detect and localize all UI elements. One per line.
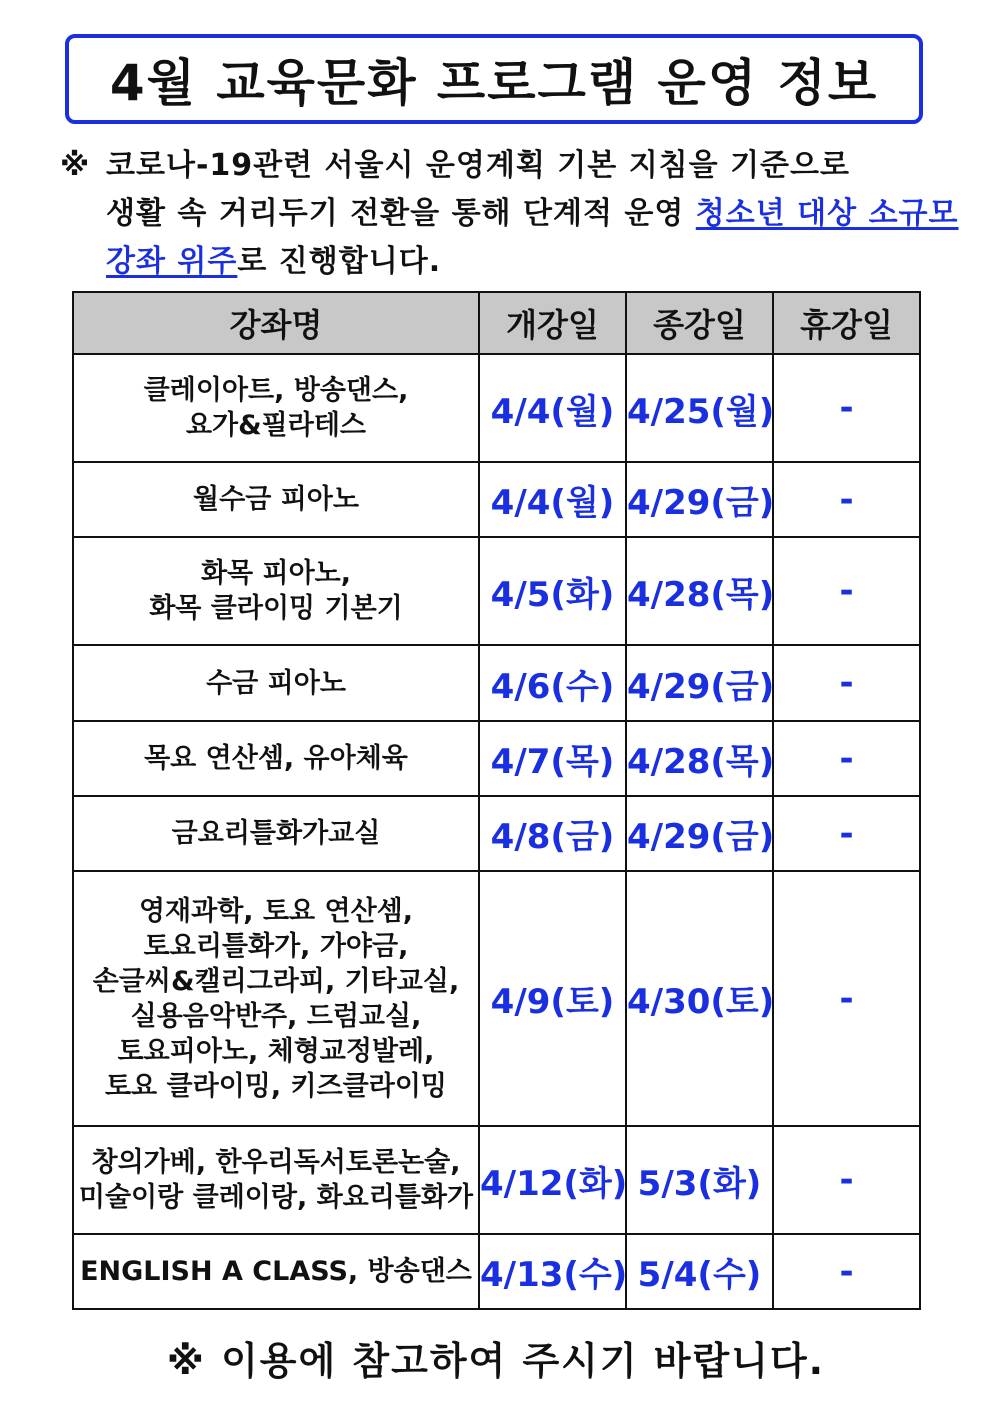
header-off-date: 휴강일: [773, 292, 920, 354]
end-date: 4/30(토): [626, 871, 773, 1126]
notice-line-3: [60, 238, 960, 286]
start-date: 4/7(목): [479, 721, 626, 796]
off-date: -: [773, 1234, 920, 1309]
table-row: [73, 871, 920, 1126]
notice-text-1: 코로나-19관련 서울시 운영계획 기본 지침을 기준으로: [106, 148, 851, 183]
reference-mark: ※: [60, 148, 91, 183]
header-end-date: 종강일: [626, 292, 773, 354]
table-row: [73, 1126, 920, 1234]
off-date: -: [773, 1126, 920, 1234]
start-date: 4/6(수): [479, 645, 626, 721]
notice-text-3: 로 진행합니다.: [237, 244, 442, 279]
course-name: 화목 피아노, 화목 클라이밍 기본기: [73, 537, 479, 645]
header-course-name: 강좌명: [73, 292, 479, 354]
start-date: 4/4(월): [479, 354, 626, 462]
off-date: -: [773, 796, 920, 871]
notice: [60, 142, 960, 286]
schedule-table: [72, 291, 921, 1310]
course-name: 목요 연산셈, 유아체육: [73, 721, 479, 796]
table-header-row: [73, 292, 920, 354]
table-row: [73, 796, 920, 871]
table-row: [73, 537, 920, 645]
start-date: 4/12(화): [479, 1126, 626, 1234]
end-date: 5/3(화): [626, 1126, 773, 1234]
table-row: [73, 354, 920, 462]
off-date: -: [773, 645, 920, 721]
off-date: -: [773, 462, 920, 537]
start-date: 4/5(화): [479, 537, 626, 645]
end-date: 4/29(금): [626, 462, 773, 537]
off-date: -: [773, 354, 920, 462]
off-date: -: [773, 721, 920, 796]
start-date: 4/4(월): [479, 462, 626, 537]
off-date: -: [773, 537, 920, 645]
end-date: 4/29(금): [626, 796, 773, 871]
course-name: 창의가베, 한우리독서토론논술, 미술이랑 클레이랑, 화요리틀화가: [73, 1126, 479, 1234]
table-row: [73, 1234, 920, 1309]
off-date: -: [773, 871, 920, 1126]
course-name: ENGLISH A CLASS, 방송댄스: [73, 1234, 479, 1309]
notice-line-2: [60, 190, 960, 238]
notice-highlight-2: 강좌 위주: [106, 244, 238, 279]
notice-highlight-1: 청소년 대상 소규모: [695, 196, 959, 231]
course-name: 월수금 피아노: [73, 462, 479, 537]
course-name: 영재과학, 토요 연산셈, 토요리틀화가, 가야금, 손글씨&캘리그라피, 기타교실, 실용음악반주, 드럼교실, 토요피아노, 체형교정발레, 토요 클라이밍, 키즈클라이밍: [73, 871, 479, 1126]
course-name: 수금 피아노: [73, 645, 479, 721]
end-date: 5/4(수): [626, 1234, 773, 1309]
title-box: [65, 34, 923, 124]
start-date: 4/9(토): [479, 871, 626, 1126]
start-date: 4/8(금): [479, 796, 626, 871]
start-date: 4/13(수): [479, 1234, 626, 1309]
notice-text-2: 생활 속 거리두기 전환을 통해 단계적 운영: [106, 196, 696, 231]
course-name: 클레이아트, 방송댄스, 요가&필라테스: [73, 354, 479, 462]
end-date: 4/28(목): [626, 537, 773, 645]
notice-line-1: [60, 142, 960, 190]
table-row: [73, 462, 920, 537]
table-row: [73, 721, 920, 796]
end-date: 4/28(목): [626, 721, 773, 796]
end-date: 4/29(금): [626, 645, 773, 721]
footer-note: ※ 이용에 참고하여 주시기 바랍니다.: [166, 1339, 826, 1383]
page-title: 4월 교육문화 프로그램 운영 정보: [109, 54, 879, 112]
end-date: 4/25(월): [626, 354, 773, 462]
table-row: [73, 645, 920, 721]
course-name: 금요리틀화가교실: [73, 796, 479, 871]
header-start-date: 개강일: [479, 292, 626, 354]
